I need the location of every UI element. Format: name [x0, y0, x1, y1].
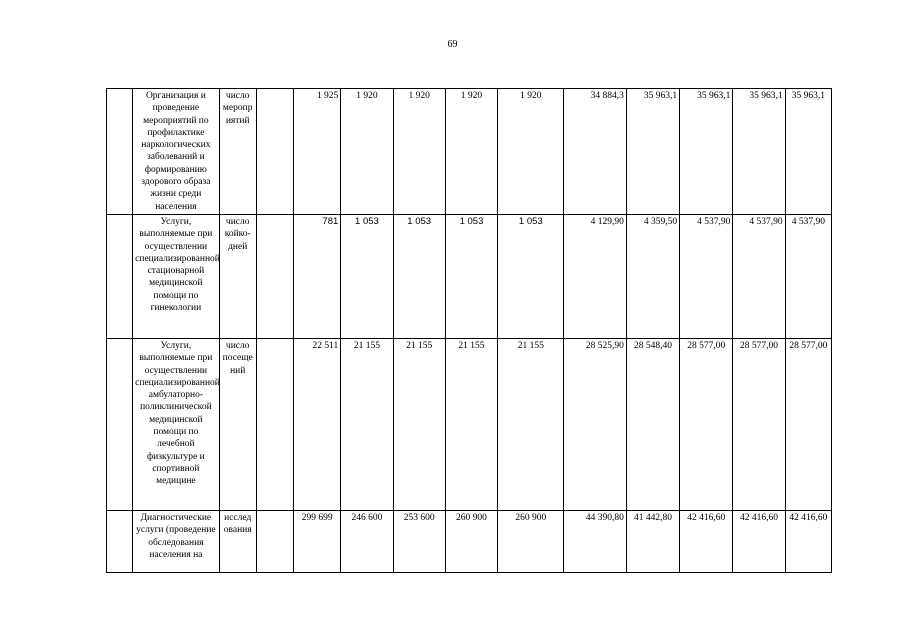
- cost-cell: 4 129,90: [564, 214, 626, 338]
- table-row: [107, 338, 832, 510]
- cost-cell: 28 525,90: [564, 338, 626, 510]
- cost-cell: 34 884,3: [564, 89, 626, 215]
- volume-cell: 1 053: [498, 214, 564, 338]
- volume-cell: 246 600: [341, 510, 393, 572]
- volume-cell: 253 600: [393, 510, 445, 572]
- cost-cell: 28 577,00: [680, 338, 733, 510]
- volume-cell: 260 900: [498, 510, 564, 572]
- volume-cell: 299 699: [294, 510, 341, 572]
- volume-cell: 1 920: [393, 89, 445, 215]
- cost-cell: 4 537,90: [733, 214, 785, 338]
- volume-cell: 21 155: [393, 338, 445, 510]
- volume-cell: 260 900: [445, 510, 497, 572]
- cost-cell: 28 548,40: [626, 338, 679, 510]
- empty-cell: [256, 89, 293, 215]
- volume-cell: 1 920: [341, 89, 393, 215]
- cost-cell: 28 577,00: [785, 338, 831, 510]
- table-row: [107, 214, 832, 338]
- index-cell: [107, 510, 133, 572]
- index-cell: [107, 89, 133, 215]
- cost-cell: 41 442,80: [626, 510, 679, 572]
- service-name-cell: Услуги, выполняемые при осуществлении специализированной стационарной медицинской помощи по гинекологии: [133, 214, 219, 338]
- volume-cell: 781: [294, 214, 341, 338]
- volume-cell: 22 511: [294, 338, 341, 510]
- unit-cell: число койко-дней: [219, 214, 256, 338]
- cost-cell: 35 963,1: [680, 89, 733, 215]
- empty-cell: [256, 338, 293, 510]
- index-cell: [107, 338, 133, 510]
- volume-cell: 21 155: [498, 338, 564, 510]
- volume-cell: 1 053: [341, 214, 393, 338]
- unit-cell: число меропр иятий: [219, 89, 256, 215]
- volume-cell: 1 920: [445, 89, 497, 215]
- unit-cell: исслед ования: [219, 510, 256, 572]
- services-table: [106, 88, 832, 573]
- cost-cell: 42 416,60: [680, 510, 733, 572]
- cost-cell: 4 359,50: [626, 214, 679, 338]
- cost-cell: 44 390,80: [564, 510, 626, 572]
- volume-cell: 21 155: [445, 338, 497, 510]
- cost-cell: 42 416,60: [785, 510, 831, 572]
- table-row: [107, 89, 832, 215]
- service-name-cell: Диагностические услуги (проведение обследования населения на: [133, 510, 219, 572]
- cost-cell: 4 537,90: [785, 214, 831, 338]
- cost-cell: 28 577,00: [733, 338, 785, 510]
- empty-cell: [256, 214, 293, 338]
- index-cell: [107, 214, 133, 338]
- volume-cell: 1 925: [294, 89, 341, 215]
- volume-cell: 1 920: [498, 89, 564, 215]
- unit-cell: число посеще ний: [219, 338, 256, 510]
- empty-cell: [256, 510, 293, 572]
- cost-cell: 35 963,1: [626, 89, 679, 215]
- service-name-cell: Услуги, выполняемые при осуществлении специализированной амбулаторно-поликлинической медицинской помощи по лечебной физкультуре и спортивной медицине: [133, 338, 219, 510]
- page-number: 69: [447, 39, 458, 50]
- cost-cell: 4 537,90: [680, 214, 733, 338]
- cost-cell: 42 416,60: [733, 510, 785, 572]
- volume-cell: 1 053: [393, 214, 445, 338]
- table-row: [107, 510, 832, 572]
- service-name-cell: Организация и проведение мероприятий по профилактике наркологических заболеваний и формированию здорового образа жизни среди населения: [133, 89, 219, 215]
- cost-cell: 35 963,1: [733, 89, 785, 215]
- cost-cell: 35 963,1: [785, 89, 831, 215]
- volume-cell: 1 053: [445, 214, 497, 338]
- volume-cell: 21 155: [341, 338, 393, 510]
